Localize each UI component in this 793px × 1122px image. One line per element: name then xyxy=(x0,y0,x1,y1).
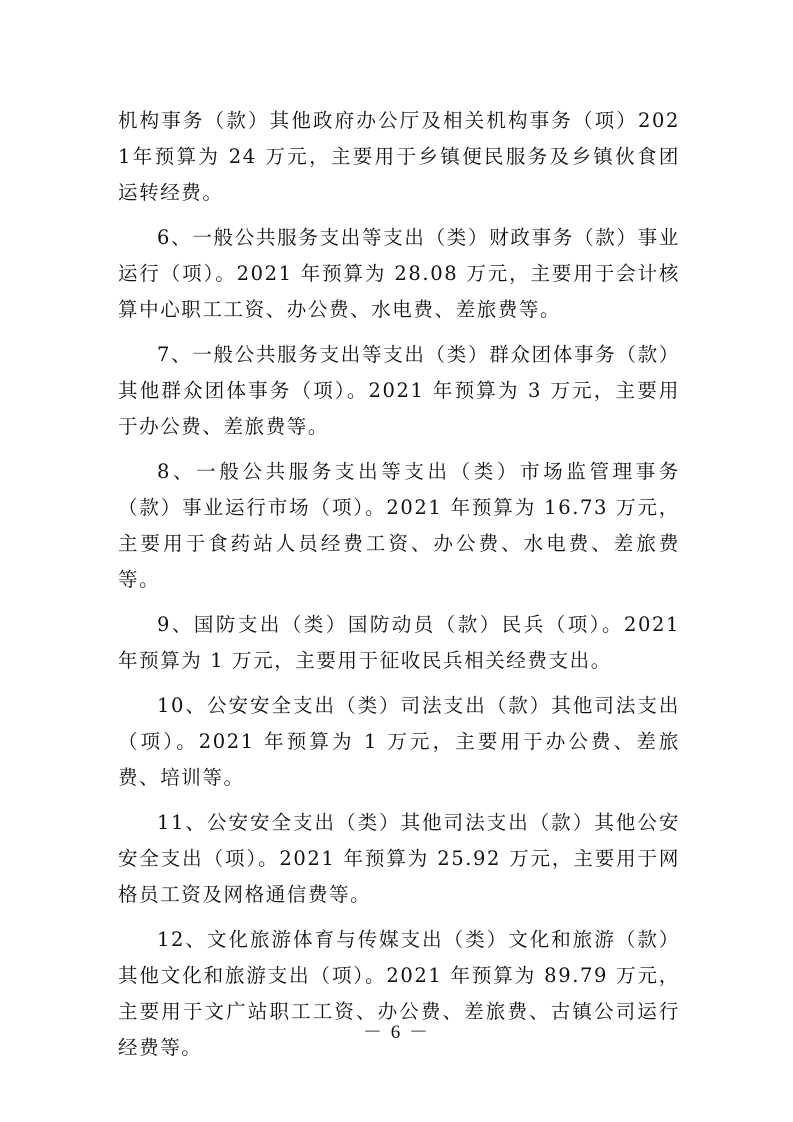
page-number: － 6 － xyxy=(362,1022,430,1043)
paragraph-item-11: 11、公安安全支出（类）其他司法支出（款）其他公安安全支出（项）。2021 年预算为 25.92 万元，主要用于网格员工资及网格通信费等。 xyxy=(118,811,680,906)
paragraph-item-12: 12、文化旅游体育与传媒支出（类）文化和旅游（款）其他文化和旅游支出（项）。2021 年预算为 89.79 万元，主要用于文广站职工工资、办公费、差旅费、古镇公司运行经费等。 xyxy=(118,928,680,1059)
document-body xyxy=(118,103,680,1066)
paragraph-continuation: 机构事务（款）其他政府办公厅及相关机构事务（项）2021年预算为 24 万元，主要用于乡镇便民服务及乡镇伙食团运转经费。 xyxy=(118,109,680,204)
paragraph-item-8: 8、一般公共服务支出等支出（类）市场监管理事务（款）事业运行市场（项）。2021 年预算为 16.73 万元，主要用于食药站人员经费工资、办公费、水电费、差旅费等。 xyxy=(118,460,680,591)
paragraph-item-9: 9、国防支出（类）国防动员（款）民兵（项）。2021年预算为 1 万元，主要用于征收民兵相关经费支出。 xyxy=(118,613,680,672)
paragraph-item-6: 6、一般公共服务支出等支出（类）财政事务（款）事业运行（项）。2021 年预算为 28.08 万元，主要用于会计核算中心职工工资、办公费、水电费、差旅费等。 xyxy=(118,226,680,321)
paragraph-item-7: 7、一般公共服务支出等支出（类）群众团体事务（款）其他群众团体事务（项）。2021 年预算为 3 万元，主要用于办公费、差旅费等。 xyxy=(118,343,680,438)
paragraph-item-10: 10、公安安全支出（类）司法支出（款）其他司法支出（项）。2021 年预算为 1 万元，主要用于办公费、差旅费、培训等。 xyxy=(118,694,680,789)
